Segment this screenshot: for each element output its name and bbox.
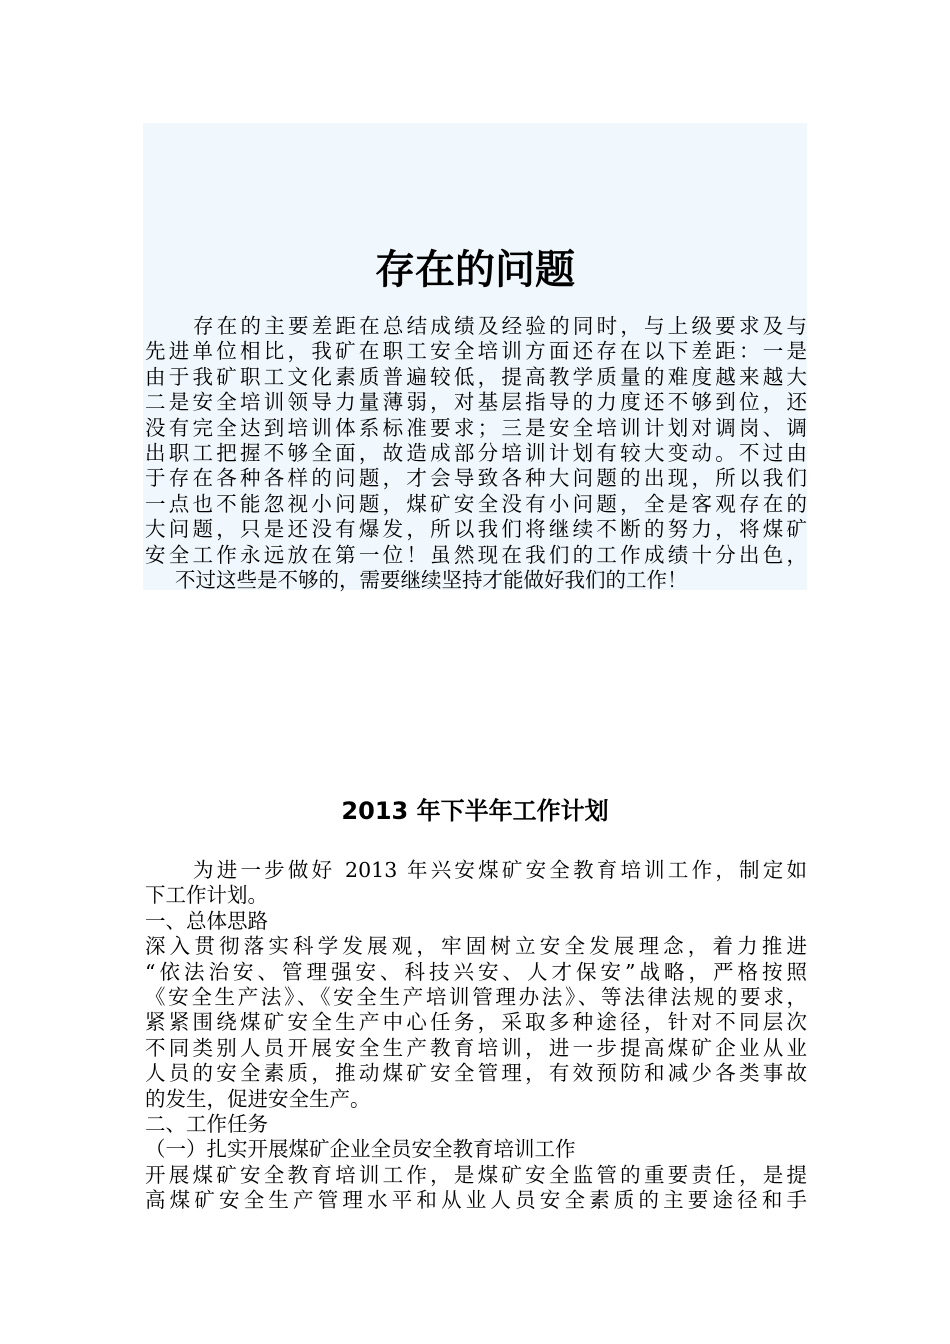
- problems-paragraph: [145, 314, 807, 593]
- paragraph-line: 人员的安全素质，推动煤矿安全管理，有效预防和减少各类事故: [145, 1061, 807, 1086]
- paragraph-line: 不过这些是不够的，需要继续坚持才能做好我们的工作！: [175, 568, 688, 593]
- paragraph-line: 紧紧围绕煤矿安全生产中心任务，采取多种途径，针对不同层次: [145, 1010, 807, 1035]
- paragraph-line: 下工作计划。: [145, 883, 268, 908]
- paragraph-line: 的发生，促进安全生产。: [145, 1086, 371, 1111]
- section-title-work-plan: 2013 年下半年工作计划: [341, 797, 609, 825]
- paragraph-line: 出职工把握不够全面，故造成部分培训计划有较大变动。不过由: [145, 441, 807, 466]
- subheading-work-tasks: 二、工作任务: [145, 1112, 268, 1137]
- paragraph-line: 大问题，只是还没有爆发，所以我们将继续不断的努力，将煤矿: [145, 517, 807, 542]
- paragraph-line: 没有完全达到培训体系标准要求；三是安全培训计划对调岗、调: [145, 415, 807, 440]
- paragraph-line: 高煤矿安全生产管理水平和从业人员安全素质的主要途径和手: [145, 1188, 807, 1213]
- paragraph-line: 开展煤矿安全教育培训工作，是煤矿安全监管的重要责任，是提: [145, 1162, 807, 1187]
- work-plan-body: [145, 858, 807, 1214]
- paragraph-line: “依法治安、管理强安、科技兴安、人才保安”战略，严格按照: [145, 959, 807, 984]
- subheading-task-one: （一）扎实开展煤矿企业全员安全教育培训工作: [145, 1137, 576, 1162]
- paragraph-line: 二是安全培训领导力量薄弱，对基层指导的力度还不够到位，还: [145, 390, 807, 415]
- paragraph-line: 为进一步做好 2013 年兴安煤矿安全教育培训工作，制定如: [193, 858, 807, 882]
- paragraph-line: 不同类别人员开展安全生产教育培训，进一步提高煤矿企业从业: [145, 1035, 807, 1060]
- paragraph-line: 存在的主要差距在总结成绩及经验的同时，与上级要求及与: [193, 314, 807, 338]
- paragraph-line: 安全工作永远放在第一位！虽然现在我们的工作成绩十分出色，: [145, 542, 807, 567]
- paragraph-line: 深入贯彻落实科学发展观，牢固树立安全发展理念，着力推进: [145, 934, 807, 959]
- paragraph-line: 《安全生产法》、《安全生产培训管理办法》、等法律法规的要求，: [145, 985, 807, 1010]
- paragraph-line: 先进单位相比，我矿在职工安全培训方面还存在以下差距：一是: [145, 339, 807, 364]
- subheading-overall-approach: 一、总体思路: [145, 908, 268, 933]
- paragraph-line: 由于我矿职工文化素质普遍较低，提高教学质量的难度越来越大: [145, 364, 807, 389]
- section-title-problems: 存在的问题: [375, 247, 575, 293]
- paragraph-line: 一点也不能忽视小问题，煤矿安全没有小问题，全是客观存在的: [145, 491, 807, 516]
- paragraph-line: 于存在各种各样的问题，才会导致各种大问题的出现，所以我们: [145, 466, 807, 491]
